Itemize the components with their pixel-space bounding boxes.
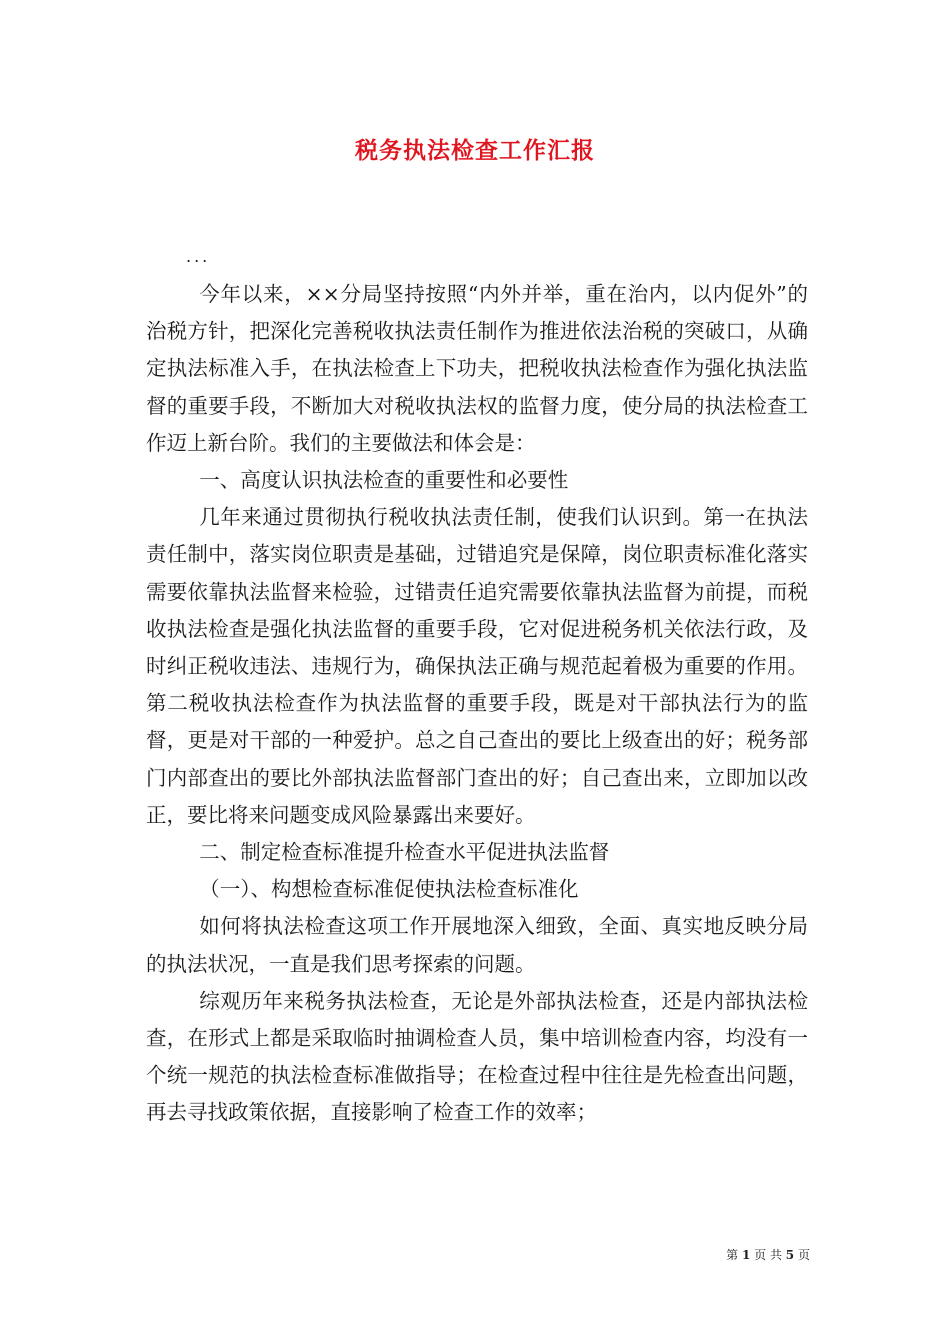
subsection-heading-1: （一）、构想检查标准促使执法检查标准化: [199, 877, 579, 902]
footer-middle: 页 共: [754, 1248, 782, 1262]
page-number-footer: [660, 1246, 810, 1263]
document-title: 税务执法检查工作汇报: [355, 137, 595, 164]
footer-suffix: 页: [797, 1248, 810, 1262]
current-page-number: 1: [741, 1248, 751, 1262]
ellipsis-marker: ...: [186, 247, 211, 266]
footer-prefix: 第: [726, 1248, 739, 1262]
paragraph-intro: 今年以来，××分局坚持按照“内外并举，重在治内，以内促外”的治税方针，把深化完善税收执法责任制作为推进依法治税的突破口，从确定执法标准入手，在执法检查上下功夫，把税收执法检查作为强化执法监督的重要手段，不断加大对税收执法权的监督力度，使分局的执法检查工作迈上新台阶。我们的主要做法和体会是：: [146, 282, 808, 455]
section-heading-2: 二、制定检查标准提升检查水平促进执法监督: [199, 840, 610, 865]
section-heading-1: 一、高度认识执法检查的重要性和必要性: [199, 468, 569, 493]
paragraph-subsection-1a: 如何将执法检查这项工作开展地深入细致，全面、真实地反映分局的执法状况，一直是我们思考探索的问题。: [146, 914, 808, 976]
total-pages-number: 5: [785, 1248, 795, 1262]
document-body: [146, 276, 808, 1132]
paragraph-subsection-1b: 综观历年来税务执法检查，无论是外部执法检查，还是内部执法检查，在形式上都是采取临时抽调检查人员，集中培训检查内容，均没有一个统一规范的执法检查标准做指导；在检查过程中往往是先检查出问题，再去寻找政策依据，直接影响了检查工作的效率；: [146, 988, 808, 1125]
paragraph-section-1: 几年来通过贯彻执行税收执法责任制，使我们认识到。第一在执法责任制中，落实岗位职责是基础，过错追究是保障，岗位职责标准化落实需要依靠执法监督来检验，过错责任追究需要依靠执法监督为前提，而税收执法检查是强化执法监督的重要手段，它对促进税务机关依法行政，及时纠正税收违法、违规行为，确保执法正确与规范起着极为重要的作用。第二税收执法检查作为执法监督的重要手段，既是对干部执法行为的监督，更是对干部的一种爱护。总之自己查出的要比上级查出的好；税务部门内部查出的要比外部执法监督部门查出的好；自己查出来，立即加以改正，要比将来问题变成风险暴露出来要好。: [146, 505, 808, 827]
